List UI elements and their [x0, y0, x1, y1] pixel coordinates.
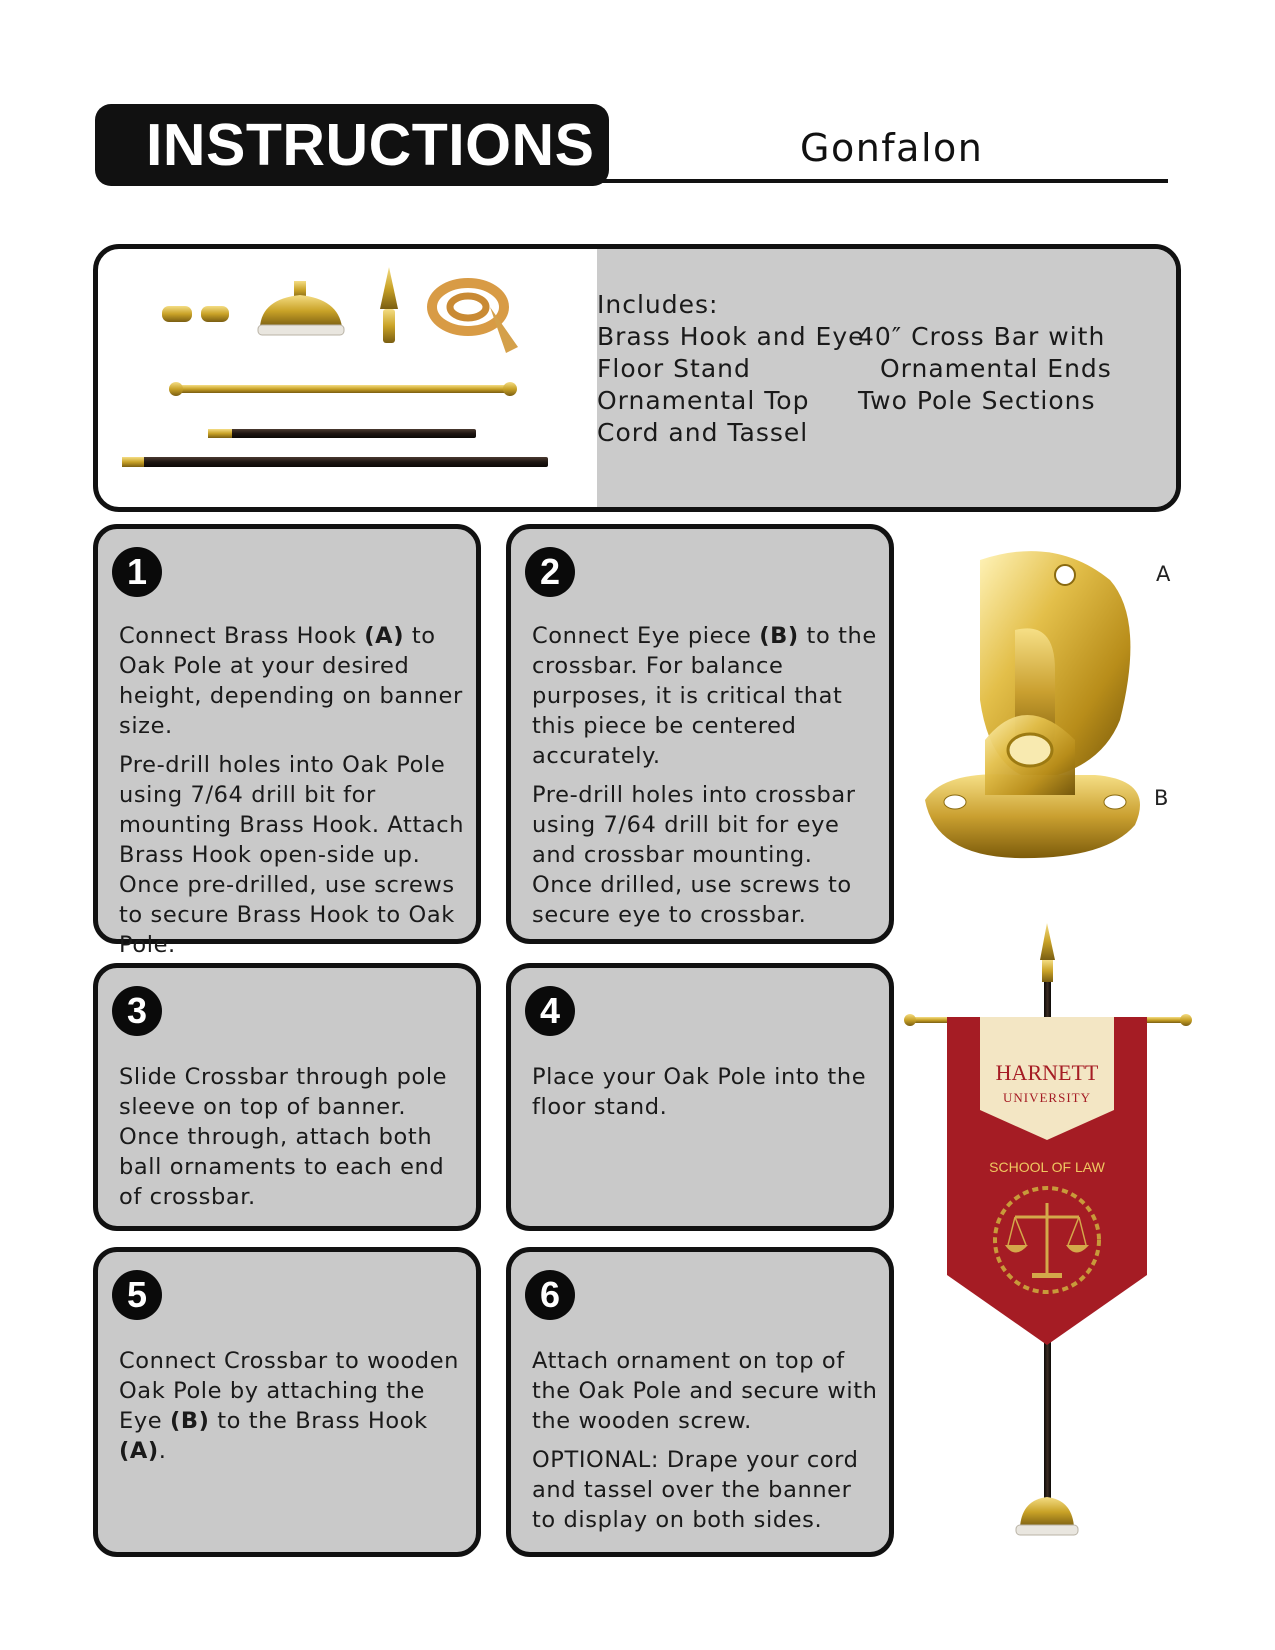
gonfalon-banner-image — [900, 915, 1200, 1565]
step-card-1 — [93, 524, 481, 958]
includes-col-1 — [597, 289, 865, 449]
includes-panel — [93, 244, 1181, 512]
finial-icon — [380, 267, 398, 343]
label-b: (B) — [169, 1408, 210, 1434]
step-paragraph: Attach ornament on top of the Oak Pole and secure with the wooden screw. — [532, 1348, 878, 1434]
step-text — [532, 1062, 879, 1131]
step-card-3 — [93, 963, 481, 1231]
step-text-part: to the crossbar. For balance purposes, it is critical that this piece be centered accurately. — [532, 623, 877, 769]
includes-col-2 — [858, 321, 1112, 417]
step-number: 6 — [525, 1270, 575, 1320]
step-number: 5 — [112, 1270, 162, 1320]
floor-stand-icon — [258, 281, 344, 335]
page-title: INSTRUCTIONS — [146, 112, 595, 178]
step-text-part: . — [158, 1438, 167, 1464]
brass-hook-eye-image — [905, 540, 1165, 880]
label-a-marker: A — [1156, 562, 1171, 586]
step-text-part: to Oak Pole at your desired height, depending on banner size. — [119, 623, 463, 739]
title-underline — [560, 179, 1168, 183]
step-paragraph: OPTIONAL: Drape your cord and tassel over the banner to display on both sides. — [532, 1447, 859, 1533]
label-a: (A) — [364, 623, 405, 649]
step-card-5 — [93, 1247, 481, 1557]
label-b: (B) — [759, 623, 799, 649]
includes-item: Cord and Tassel — [597, 418, 809, 447]
step-text-part: to the Brass Hook — [209, 1408, 428, 1434]
includes-item: Brass Hook and Eye — [597, 322, 865, 351]
step-text-part: Connect Eye piece — [532, 623, 760, 649]
step-paragraph: Slide Crossbar through pole sleeve on top of banner. Once through, attach both ball ornaments to each end of crossbar. — [119, 1064, 448, 1210]
cord-and-tassel-icon — [432, 283, 518, 353]
banner-line-2: UNIVERSITY — [1003, 1090, 1091, 1105]
includes-item: Two Pole Sections — [858, 386, 1096, 415]
step-text-part: Connect Brass Hook — [119, 623, 365, 649]
banner-line-1: HARNETT — [995, 1060, 1099, 1085]
step-card-6 — [506, 1247, 894, 1557]
step-text — [119, 1062, 466, 1221]
step-card-2 — [506, 524, 894, 944]
includes-item: Ornamental Ends — [880, 354, 1112, 383]
hook-and-eye-icon — [162, 306, 229, 322]
step-text — [532, 621, 879, 939]
step-text-part: Connect Crossbar to wooden Oak Pole by attaching the Eye — [119, 1348, 459, 1434]
step-text — [119, 1346, 466, 1475]
product-name: Gonfalon — [800, 126, 984, 170]
step-text — [119, 621, 466, 969]
step-number: 1 — [112, 547, 162, 597]
step-paragraph: Pre-drill holes into Oak Pole using 7/64 drill bit for mounting Brass Hook. Attach Brass Hook open-side up. Once pre-drilled, use screws to secure Brass Hook to Oak Pole. — [119, 752, 465, 958]
includes-item: Floor Stand — [597, 354, 751, 383]
step-number: 2 — [525, 547, 575, 597]
label-b-marker: B — [1154, 786, 1169, 810]
step-number: 4 — [525, 986, 575, 1036]
includes-item: Ornamental Top — [597, 386, 810, 415]
includes-heading: Includes: — [597, 290, 719, 319]
pole-sections-icon — [122, 429, 548, 467]
step-card-4 — [506, 963, 894, 1231]
label-a: (A) — [119, 1438, 159, 1464]
step-paragraph: Pre-drill holes into crossbar using 7/64 drill bit for eye and crossbar mounting. Once drilled, use screws to secure eye to crossbar. — [532, 782, 856, 928]
step-number: 3 — [112, 986, 162, 1036]
step-text — [532, 1346, 879, 1544]
crossbar-icon — [169, 382, 517, 396]
step-paragraph: Place your Oak Pole into the floor stand. — [532, 1064, 867, 1120]
includes-item: 40″ Cross Bar with — [858, 322, 1106, 351]
kit-parts-image — [98, 249, 597, 507]
banner-line-3: SCHOOL OF LAW — [989, 1159, 1105, 1175]
